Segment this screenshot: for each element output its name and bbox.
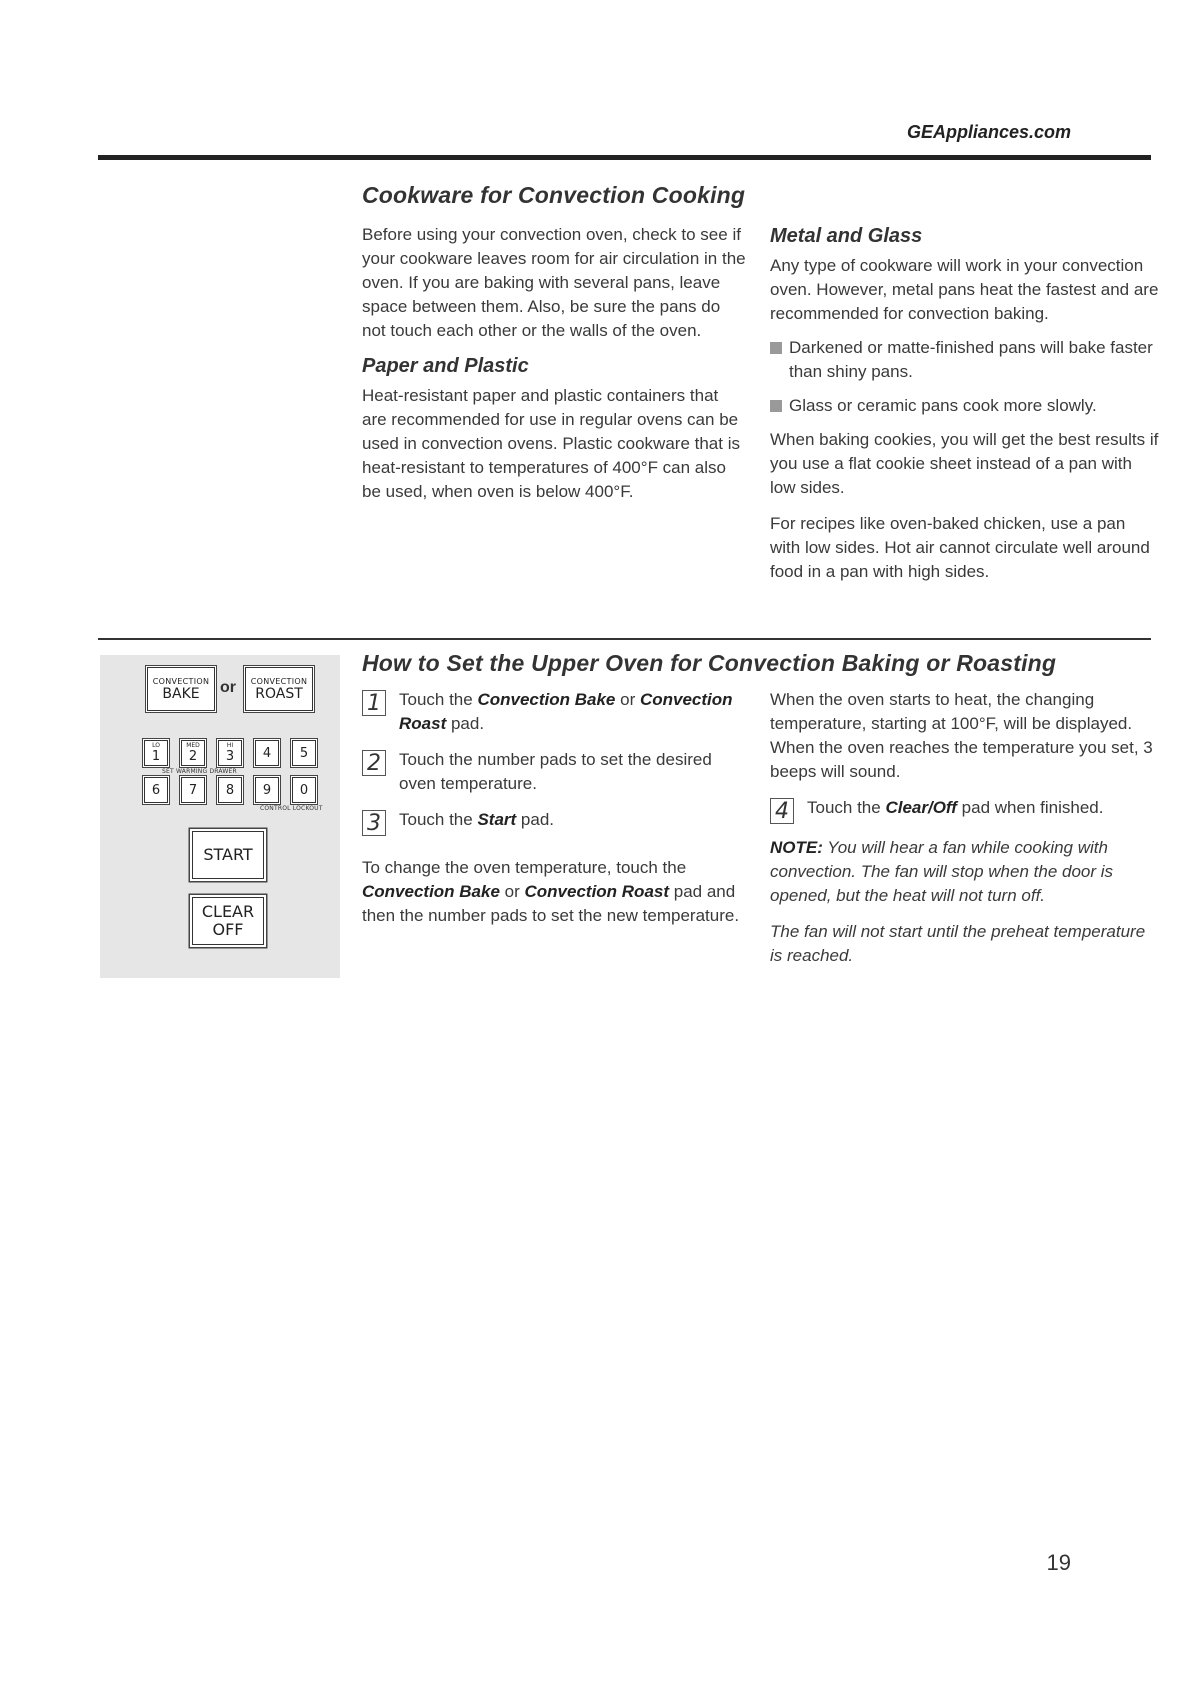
- number-key: [181, 777, 205, 803]
- cookware-title: Cookware for Convection Cooking: [362, 182, 746, 208]
- number-key-label: 8: [225, 782, 235, 798]
- step-3: [362, 808, 747, 836]
- chicken-text: For recipes like oven-baked chicken, use a pan with low sides. Hot air cannot circulate well around food in a pan with high sides.: [770, 514, 1150, 581]
- start-pad-name: Start: [477, 810, 517, 829]
- paper-plastic-heading: Paper and Plastic: [362, 355, 529, 377]
- note-body: You will hear a fan while cooking with convection. The fan will stop when the door is opened, but the heat will not turn off.: [770, 838, 1114, 905]
- bullet-text: Darkened or matte-finished pans will bake faster than shiny pans.: [789, 338, 1153, 381]
- bullet-text: Glass or ceramic pans cook more slowly.: [789, 396, 1097, 415]
- step-number: 4: [770, 798, 794, 824]
- clear-key-label: CLEAR: [201, 902, 255, 921]
- number-key: [144, 777, 168, 803]
- step-text-part: Touch the: [807, 798, 886, 817]
- change-text-part: or: [499, 882, 525, 901]
- step-number: 1: [362, 690, 386, 716]
- convection-bake-key: [147, 667, 215, 711]
- howto-title: How to Set the Upper Oven for Convection Baking or Roasting: [362, 650, 1057, 676]
- howto-column-left: [362, 688, 747, 928]
- header-rule: [98, 155, 1151, 160]
- step-number: 2: [362, 750, 386, 776]
- step-3-text: [399, 808, 747, 832]
- step-text-part: or: [615, 690, 640, 709]
- number-key-label: 9: [262, 782, 272, 798]
- step-text-part: pad when finished.: [956, 798, 1104, 817]
- step-1: [362, 688, 747, 736]
- site-url: GEAppliances.com: [906, 122, 1071, 142]
- change-temp-text: [362, 856, 747, 928]
- metal-glass-text: Any type of cookware will work in your convection oven. However, metal pans heat the fastest and are recommended for convection baking.: [770, 256, 1159, 323]
- step-text-part: pad.: [516, 810, 554, 829]
- convection-bake-key-label: BAKE: [162, 685, 200, 702]
- convection-bake-key-small-label: CONVECTION: [152, 676, 210, 686]
- cookies-text: When baking cookies, you will get the best results if you use a flat cookie sheet instead of a pan with low sides.: [770, 430, 1159, 497]
- number-key: [255, 740, 279, 766]
- off-key-label: OFF: [212, 920, 244, 939]
- number-key-label: 4: [262, 745, 272, 761]
- bullet-square-icon: [770, 400, 782, 412]
- step-text-part: pad.: [446, 714, 485, 733]
- step-1-text: [399, 688, 747, 736]
- number-key-label: 3: [225, 748, 235, 764]
- or-label: or: [220, 679, 236, 696]
- change-text-part: To change the oven temperature, touch the: [362, 858, 687, 877]
- step-4-text: [807, 796, 1162, 820]
- number-key: [255, 777, 279, 803]
- step-2-text: Touch the number pads to set the desired oven temperature.: [399, 750, 712, 793]
- convection-roast-key-label: ROAST: [255, 685, 303, 702]
- convection-bake-pad-name: Convection Bake: [362, 882, 500, 901]
- number-key: [292, 777, 316, 803]
- change-text-part: pad and then the number pads to set the new temperature.: [362, 882, 740, 925]
- step-2: [362, 748, 747, 796]
- control-panel-illustration: [100, 655, 340, 978]
- number-key-label: 6: [151, 782, 161, 798]
- cookware-column-right: [770, 225, 1160, 584]
- convection-roast-pad-name: Convection Roast: [399, 690, 733, 733]
- cookware-column-left: [362, 182, 747, 504]
- bullet-item: [770, 394, 1160, 418]
- preheat-text: The fan will not start until the preheat temperature is reached.: [770, 922, 1146, 965]
- clear-off-key: [192, 897, 264, 945]
- number-key-sublabel: HI: [226, 741, 234, 749]
- paper-plastic-text: Heat-resistant paper and plastic containers that are recommended for use in regular ovens can be used in convection ovens. Plastic cookware that is heat-resistant to temperatures of 400°F can also be used, when oven is below 400°F.: [362, 386, 740, 501]
- number-key-label: 5: [299, 745, 309, 761]
- number-key-label: 1: [151, 748, 161, 764]
- control-lockout-label: CONTROL LOCKOUT: [260, 805, 323, 812]
- number-key-label: 2: [188, 748, 198, 764]
- step-text-part: Touch the: [399, 690, 478, 709]
- step-text-part: Touch the: [399, 810, 478, 829]
- number-key: [218, 740, 242, 766]
- number-key-sublabel: MED: [186, 741, 200, 749]
- bullet-square-icon: [770, 342, 782, 354]
- page-number: 19: [1046, 1550, 1071, 1575]
- number-key: [292, 740, 316, 766]
- number-key: [181, 740, 205, 766]
- note-label: NOTE:: [770, 838, 823, 857]
- bullet-item: [770, 336, 1160, 384]
- warming-drawer-label: SET WARMING DRAWER: [162, 768, 237, 775]
- convection-roast-key-small-label: CONVECTION: [250, 676, 308, 686]
- convection-roast-pad-name: Convection Roast: [524, 882, 670, 901]
- number-key: [218, 777, 242, 803]
- note-text: [770, 836, 1162, 908]
- section-rule: [98, 638, 1151, 640]
- convection-bake-pad-name: Convection Bake: [477, 690, 616, 709]
- start-key-label: START: [203, 845, 253, 864]
- convection-roast-key: [245, 667, 313, 711]
- heat-text: When the oven starts to heat, the changing temperature, starting at 100°F, will be displayed. When the oven reaches the temperature you set, 3 beeps will sound.: [770, 690, 1153, 781]
- step-4: [770, 796, 1162, 824]
- step-number: 3: [362, 810, 386, 836]
- number-key: [144, 740, 168, 766]
- start-key: [192, 831, 264, 879]
- number-key-label: 7: [188, 782, 198, 798]
- cookware-intro: Before using your convection oven, check to see if your cookware leaves room for air circulation in the oven. If you are baking with several pans, leave space between them. Also, be sure the pans do not touch each other or the walls of the oven.: [362, 225, 746, 340]
- metal-glass-heading: Metal and Glass: [770, 225, 923, 247]
- clear-off-pad-name: Clear/Off: [885, 798, 957, 817]
- number-key-label: 0: [299, 782, 309, 798]
- howto-column-right: [770, 688, 1162, 968]
- number-key-sublabel: LO: [152, 741, 160, 749]
